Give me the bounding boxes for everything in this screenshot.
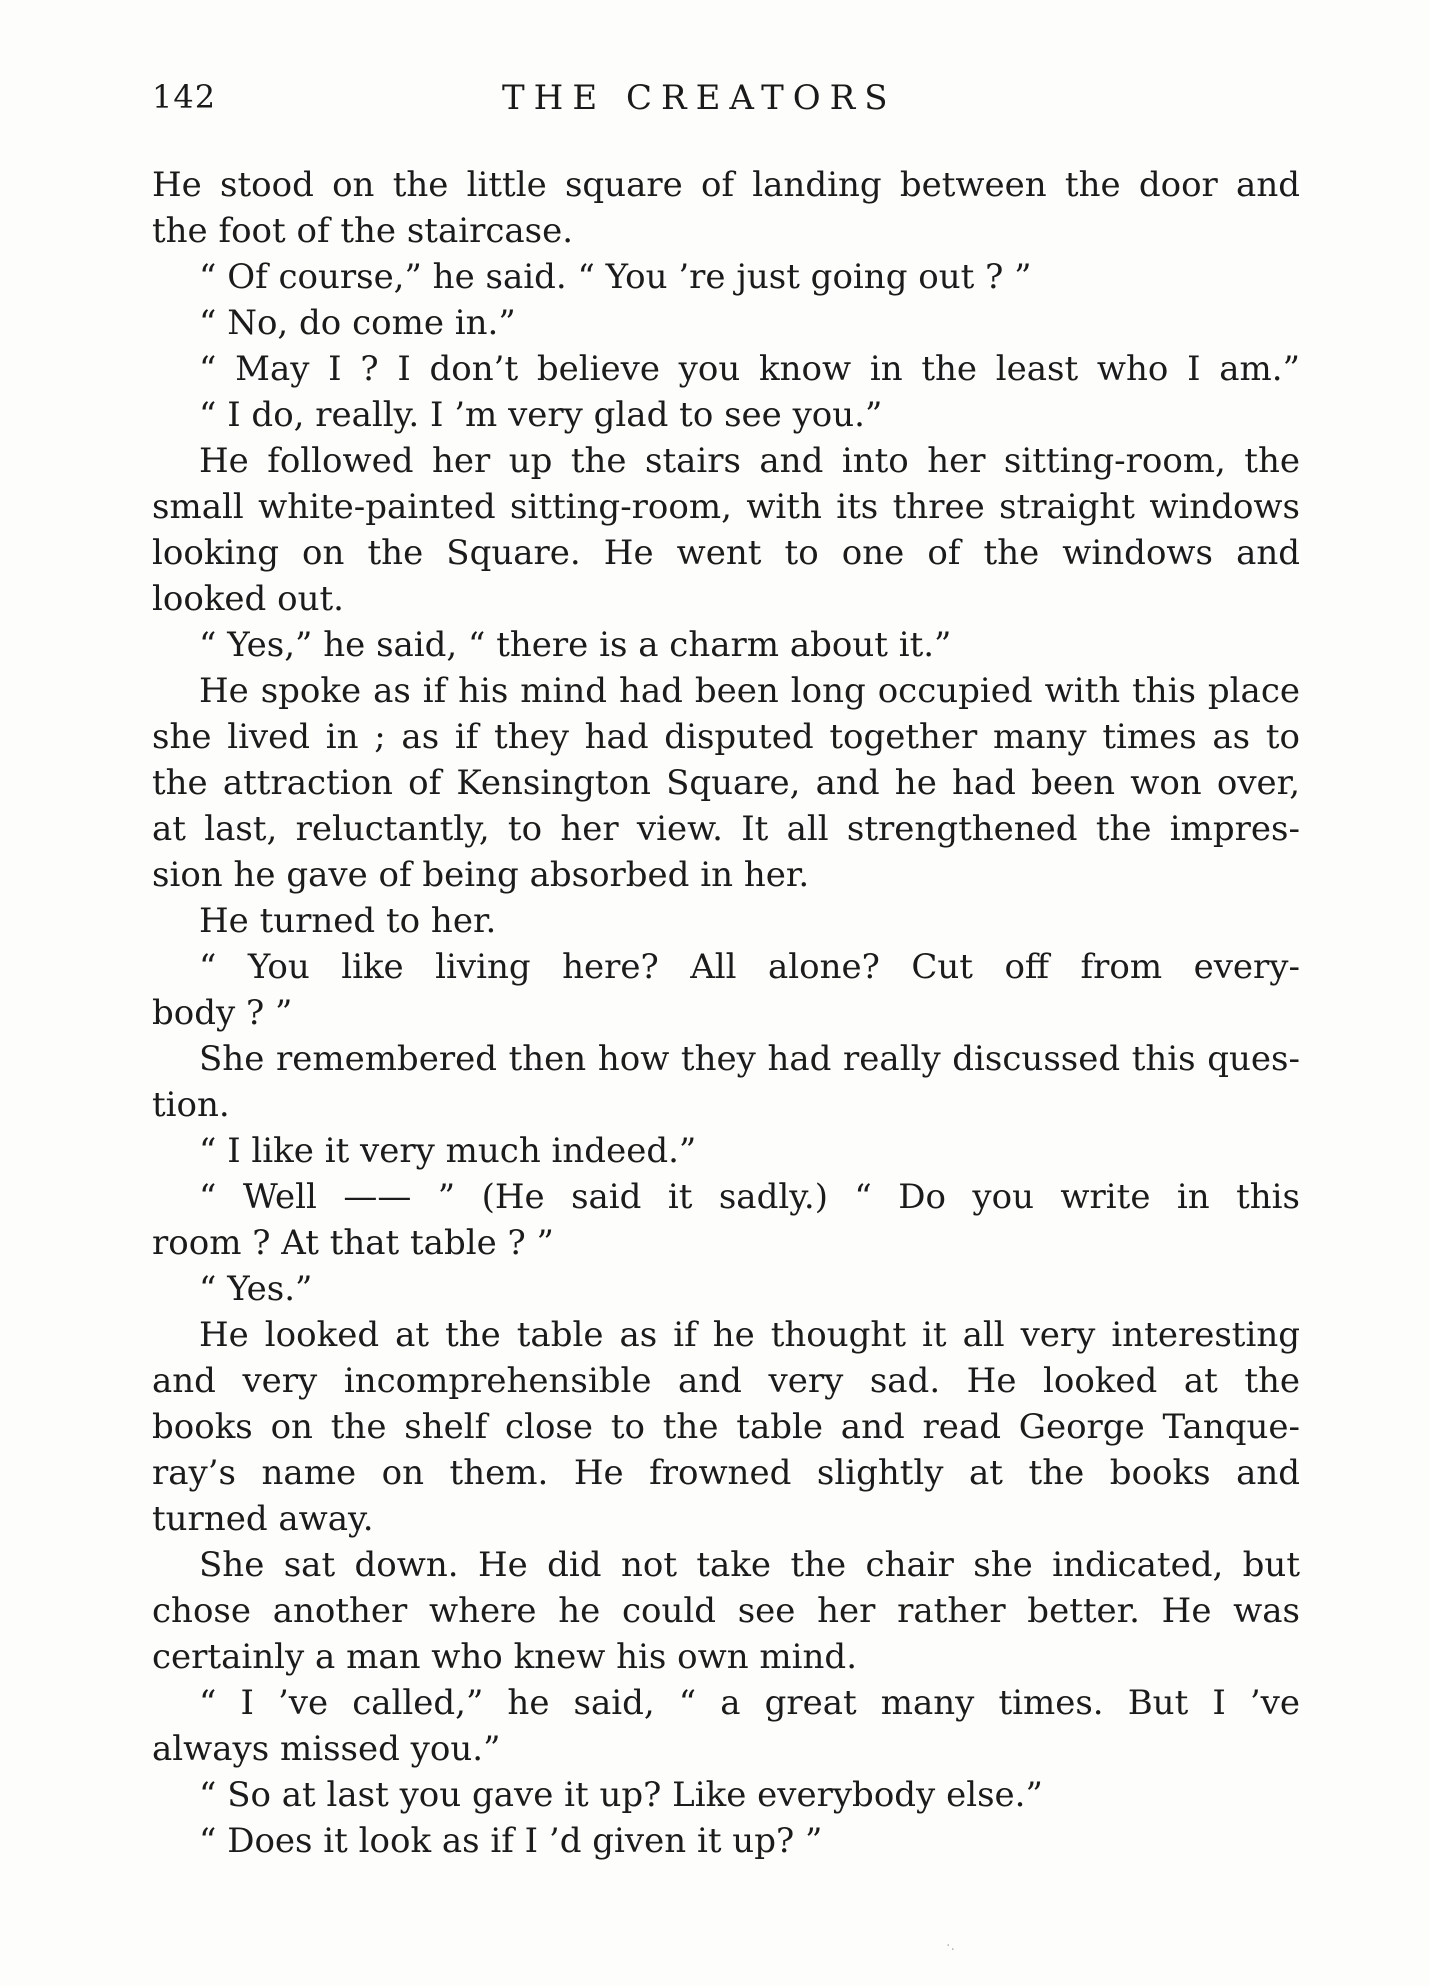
text-line: “ May I ? I don’t believe you know in the least who I am.” [199, 349, 1300, 389]
text-line: He looked at the table as if he thought it all very interesting [199, 1315, 1300, 1355]
page-header [152, 78, 1300, 128]
text-line: “ I like it very much indeed.” [199, 1131, 697, 1171]
text-line: “ Yes.” [199, 1269, 313, 1309]
text-line: He followed her up the stairs and into her sitting-room, the [199, 441, 1300, 481]
text-line: “ So at last you gave it up? Like everybody else.” [199, 1775, 1043, 1815]
text-line: room ? At that table ? ” [152, 1223, 554, 1263]
text-line: “ Of course,” he said. “ You ’re just going out ? ” [199, 257, 1032, 297]
text-line: at last, reluctantly, to her view. It all strengthened the impres- [152, 809, 1300, 849]
text-line: “ You like living here? All alone? Cut off from every- [199, 947, 1300, 987]
ink-speck-mark: ·. [946, 1938, 955, 1954]
text-line: She sat down. He did not take the chair she indicated, but [199, 1545, 1300, 1585]
text-line: “ I do, really. I ’m very glad to see you.” [199, 395, 883, 435]
text-line: He spoke as if his mind had been long occupied with this place [199, 671, 1300, 711]
text-line: He stood on the little square of landing between the door and [152, 165, 1300, 205]
text-line: looking on the Square. He went to one of the windows and [152, 533, 1300, 573]
text-line: certainly a man who knew his own mind. [152, 1637, 858, 1677]
text-line: “ Yes,” he said, “ there is a charm about it.” [199, 625, 952, 665]
text-line: She remembered then how they had really discussed this ques- [199, 1039, 1300, 1079]
text-line: chose another where he could see her rather better. He was [152, 1591, 1300, 1631]
text-line: tion. [152, 1085, 230, 1125]
text-line: He turned to her. [199, 901, 497, 941]
text-line: always missed you.” [152, 1729, 501, 1769]
text-line: looked out. [152, 579, 344, 619]
running-title: THE CREATORS [502, 78, 897, 118]
text-line: sion he gave of being absorbed in her. [152, 855, 810, 895]
text-line: ray’s name on them. He frowned slightly at the books and [152, 1453, 1300, 1493]
text-line: the foot of the staircase. [152, 211, 574, 251]
body-text [152, 162, 1300, 1864]
text-line: “ Well —— ” (He said it sadly.) “ Do you write in this [199, 1177, 1300, 1217]
text-line: turned away. [152, 1499, 374, 1539]
text-line: small white-painted sitting-room, with its three straight windows [152, 487, 1300, 527]
text-line: and very incomprehensible and very sad. He looked at the [152, 1361, 1300, 1401]
text-line: “ No, do come in.” [199, 303, 516, 343]
text-line: the attraction of Kensington Square, and he had been won over, [152, 763, 1300, 803]
page-number: 142 [152, 78, 217, 116]
text-line: books on the shelf close to the table and read George Tanque- [152, 1407, 1300, 1447]
text-line: body ? ” [152, 993, 293, 1033]
text-line: she lived in ; as if they had disputed together many times as to [152, 717, 1300, 757]
text-line: “ Does it look as if I ’d given it up? ” [199, 1821, 823, 1861]
text-line: “ I ’ve called,” he said, “ a great many times. But I ’ve [199, 1683, 1300, 1723]
